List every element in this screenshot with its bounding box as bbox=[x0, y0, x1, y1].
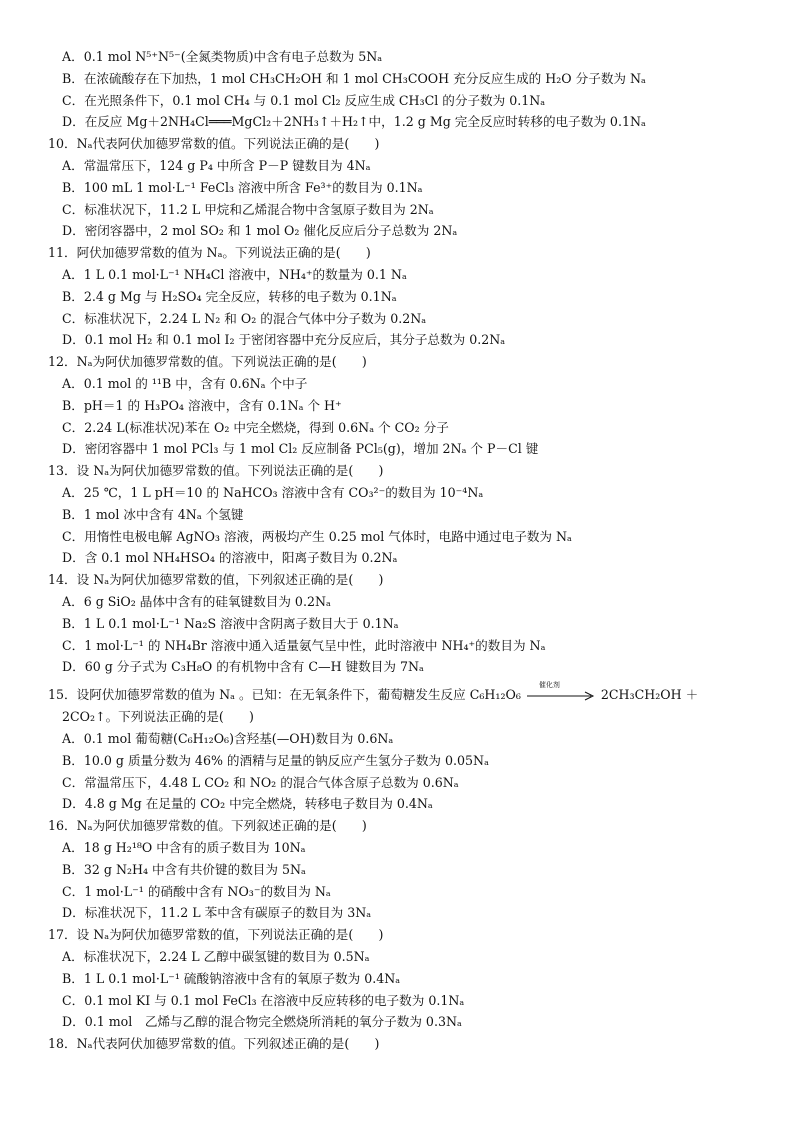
answer-option: C．在光照条件下，0.1 mol CH₄ 与 0.1 mol Cl₂ 反应生成 CH₃Cl 的分子数为 0.1Nₐ bbox=[62, 92, 546, 108]
answer-option: A．0.1 mol 葡萄糖(C₆H₁₂O₆)含羟基(—OH)数目为 0.6Nₐ bbox=[62, 731, 394, 746]
answer-option: C．标准状况下，11.2 L 甲烷和乙烯混合物中含氢原子数目为 2Nₐ bbox=[62, 201, 434, 217]
reaction-arrow bbox=[527, 680, 595, 702]
answer-option: B．100 mL 1 mol·L⁻¹ FeCl₃ 溶液中所含 Fe³⁺的数目为 0.1Nₐ bbox=[62, 179, 423, 195]
answer-option: D．0.1 mol H₂ 和 0.1 mol I₂ 于密闭容器中充分反应后，其分子总数为 0.2Nₐ bbox=[62, 332, 506, 348]
answer-option: B．1 mol 冰中含有 4Nₐ 个氢键 bbox=[62, 506, 244, 522]
question-15-head bbox=[48, 680, 699, 704]
answer-option: A．标准状况下，2.24 L 乙醇中碳氢键的数目为 0.5Nₐ bbox=[62, 949, 370, 964]
answer-option: B．在浓硫酸存在下加热，1 mol CH₃CH₂OH 和 1 mol CH₃COOH 充分反应生成的 H₂O 分子数为 Nₐ bbox=[62, 70, 646, 86]
answer-option: D．在反应 Mg＋2NH₄Cl═══MgCl₂＋2NH₃↑＋H₂↑中，1.2 g Mg 完全反应时转移的电子数为 0.1Nₐ bbox=[62, 114, 646, 130]
question-15-text: 15．设阿伏加德罗常数的值为 Nₐ 。已知：在无氧条件下，葡萄糖发生反应 C₆H₁₂O₆ bbox=[48, 687, 521, 702]
answer-option: B．1 L 0.1 mol·L⁻¹ Na₂S 溶液中含阴离子数目大于 0.1Nₐ bbox=[62, 615, 399, 631]
answer-option: B．10.0 g 质量分数为 46% 的酒精与足量的钠反应产生氢分子数为 0.05Nₐ bbox=[62, 752, 489, 768]
catalyst-label: 催化剂 bbox=[538, 680, 560, 689]
answer-option: D．密闭容器中，2 mol SO₂ 和 1 mol O₂ 催化反应后分子总数为 2Nₐ bbox=[62, 223, 458, 239]
question-stem: 13．设 Nₐ为阿伏加德罗常数的值。下列说法正确的是( ) bbox=[48, 463, 384, 479]
question-stem: 16．Nₐ为阿伏加德罗常数的值。下列叙述正确的是( ) bbox=[48, 818, 367, 834]
question-stem: 14．设 Nₐ为阿伏加德罗常数的值，下列叙述正确的是( ) bbox=[48, 572, 384, 588]
question-stem: 18．Nₐ代表阿伏加德罗常数的值。下列叙述正确的是( ) bbox=[48, 1036, 380, 1052]
answer-option: A．0.1 mol N⁵⁺N⁵⁻(全氮类物质)中含有电子总数为 5Nₐ bbox=[62, 49, 383, 64]
answer-option: B．1 L 0.1 mol·L⁻¹ 硫酸钠溶液中含有的氧原子数为 0.4Nₐ bbox=[62, 970, 401, 986]
question-stem: 11．阿伏加德罗常数的值为 Nₐ。下列说法正确的是( ) bbox=[48, 245, 371, 261]
answer-option: C．标准状况下，2.24 L N₂ 和 O₂ 的混合气体中分子数为 0.2Nₐ bbox=[62, 310, 427, 326]
answer-option: D．4.8 g Mg 在足量的 CO₂ 中完全燃烧，转移电子数目为 0.4Nₐ bbox=[62, 796, 433, 812]
answer-option: A．常温常压下，124 g P₄ 中所含 P－P 键数目为 4Nₐ bbox=[62, 158, 371, 173]
answer-option: A．25 ℃，1 L pH＝10 的 NaHCO₃ 溶液中含有 CO₃²⁻的数目为 10⁻⁴Nₐ bbox=[62, 485, 484, 500]
answer-option: C．2.24 L(标准状况)苯在 O₂ 中完全燃烧，得到 0.6Nₐ 个 CO₂ 分子 bbox=[62, 419, 449, 435]
answer-option: D．密闭容器中 1 mol PCl₃ 与 1 mol Cl₂ 反应制备 PCl₅(g)，增加 2Nₐ 个 P－Cl 键 bbox=[62, 441, 539, 457]
question-15-continuation: 2CO₂↑。下列说法正确的是( ) bbox=[62, 709, 254, 724]
answer-option: C．1 mol·L⁻¹ 的 NH₄Br 溶液中通入适量氨气呈中性，此时溶液中 NH₄⁺的数目为 Nₐ bbox=[62, 637, 546, 653]
answer-option: B．32 g N₂H₄ 中含有共价键的数目为 5Nₐ bbox=[62, 861, 306, 877]
answer-option: B．2.4 g Mg 与 H₂SO₄ 完全反应，转移的电子数为 0.1Nₐ bbox=[62, 288, 397, 304]
answer-option: A．18 g H₂¹⁸O 中含有的质子数目为 10Nₐ bbox=[62, 840, 306, 855]
answer-option: C．0.1 mol KI 与 0.1 mol FeCl₃ 在溶液中反应转移的电子数为 0.1Nₐ bbox=[62, 992, 465, 1008]
question-15-product: 2CH₃CH₂OH ＋ bbox=[600, 687, 699, 702]
answer-option: C．常温常压下，4.48 L CO₂ 和 NO₂ 的混合气体含原子总数为 0.6Nₐ bbox=[62, 774, 459, 790]
answer-option: C．1 mol·L⁻¹ 的硝酸中含有 NO₃⁻的数目为 Nₐ bbox=[62, 883, 331, 899]
answer-option: A．1 L 0.1 mol·L⁻¹ NH₄Cl 溶液中，NH₄⁺的数量为 0.1 Nₐ bbox=[62, 267, 407, 282]
question-stem: 17．设 Nₐ为阿伏加德罗常数的值，下列说法正确的是( ) bbox=[48, 927, 384, 943]
answer-option: D．0.1 mol 乙烯与乙醇的混合物完全燃烧所消耗的氧分子数为 0.3Nₐ bbox=[62, 1014, 462, 1030]
answer-option: D．含 0.1 mol NH₄HSO₄ 的溶液中，阳离子数目为 0.2Nₐ bbox=[62, 550, 398, 566]
answer-option: A．6 g SiO₂ 晶体中含有的硅氧键数目为 0.2Nₐ bbox=[62, 594, 331, 609]
answer-option: D．60 g 分子式为 C₃H₈O 的有机物中含有 C—H 键数目为 7Nₐ bbox=[62, 659, 424, 675]
arrow-icon bbox=[527, 690, 595, 702]
question-stem: 10．Nₐ代表阿伏加德罗常数的值。下列说法正确的是( ) bbox=[48, 136, 380, 152]
answer-option: D．标准状况下，11.2 L 苯中含有碳原子的数目为 3Nₐ bbox=[62, 905, 372, 921]
answer-option: A．0.1 mol 的 ¹¹B 中，含有 0.6Nₐ 个中子 bbox=[62, 376, 308, 391]
question-stem: 12．Nₐ为阿伏加德罗常数的值。下列说法正确的是( ) bbox=[48, 354, 367, 370]
answer-option: B．pH＝1 的 H₃PO₄ 溶液中，含有 0.1Nₐ 个 H⁺ bbox=[62, 397, 342, 413]
answer-option: C．用惰性电极电解 AgNO₃ 溶液，两极均产生 0.25 mol 气体时，电路中通过电子数为 Nₐ bbox=[62, 528, 572, 544]
